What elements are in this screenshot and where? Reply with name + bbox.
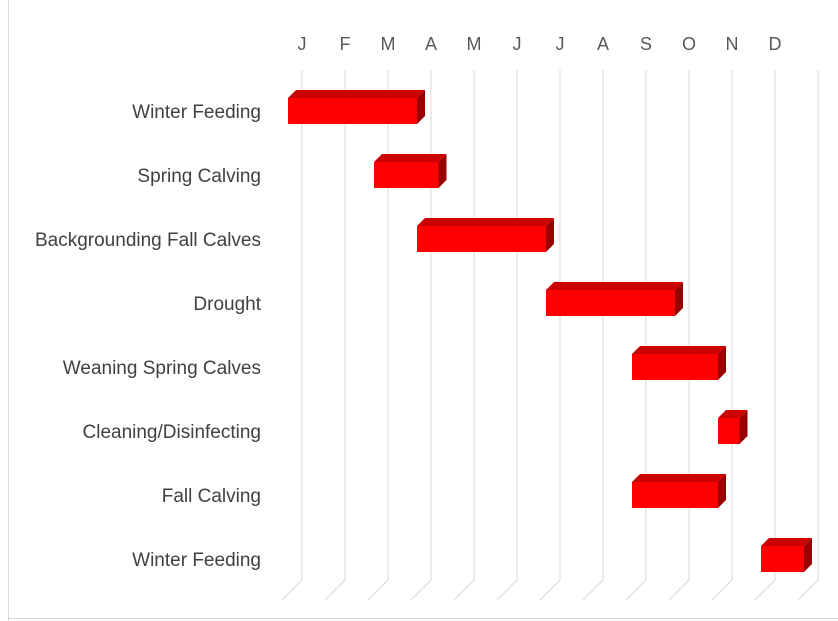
month-tick-label: J: [297, 34, 307, 54]
bar-top-face: [417, 218, 554, 226]
bar-top-face: [374, 154, 447, 162]
gridline: [669, 70, 689, 600]
gridline: [454, 70, 474, 600]
bar-top-face: [761, 538, 812, 546]
category-label: Winter Feeding: [132, 550, 261, 571]
bar-front-face: [761, 546, 804, 572]
bar-front-face: [374, 162, 439, 188]
month-tick-label: A: [596, 34, 610, 54]
bar-front-face: [417, 226, 546, 252]
bar-6: [632, 474, 726, 508]
category-axis: [35, 102, 262, 571]
gridline: [798, 70, 818, 600]
bar-1: [374, 154, 447, 188]
category-label: Weaning Spring Calves: [62, 358, 261, 379]
grid-layer: [282, 70, 818, 600]
bar-7: [761, 538, 812, 572]
category-label: Cleaning/Disinfecting: [82, 422, 261, 443]
month-tick-label: M: [466, 34, 482, 54]
category-label: Spring Calving: [137, 166, 261, 187]
category-label: Drought: [193, 294, 261, 315]
bar-top-face: [632, 474, 726, 482]
month-tick-label: N: [725, 34, 739, 54]
bar-front-face: [546, 290, 675, 316]
bar-3: [546, 282, 683, 316]
bar-2: [417, 218, 554, 252]
bar-layer: [288, 90, 812, 572]
bar-front-face: [632, 354, 718, 380]
month-tick-label: J: [512, 34, 522, 54]
gridline: [626, 70, 646, 600]
month-tick-label: M: [380, 34, 396, 54]
month-tick-label: F: [339, 34, 351, 54]
gridline: [282, 70, 302, 600]
gridline: [325, 70, 345, 600]
bar-front-face: [288, 98, 417, 124]
category-label: Backgrounding Fall Calves: [34, 230, 261, 251]
gridline: [712, 70, 732, 600]
gridline: [368, 70, 388, 600]
gridline: [583, 70, 603, 600]
month-tick-label: J: [555, 34, 565, 54]
month-tick-label: A: [424, 34, 438, 54]
gridline: [497, 70, 517, 600]
category-label: Fall Calving: [161, 486, 261, 507]
bar-4: [632, 346, 726, 380]
bar-top-face: [632, 346, 726, 354]
bar-0: [288, 90, 425, 124]
category-label: Winter Feeding: [132, 102, 261, 123]
bar-top-face: [546, 282, 683, 290]
bar-5: [718, 410, 748, 444]
gridline: [411, 70, 431, 600]
gridline: [540, 70, 560, 600]
bar-front-face: [718, 418, 740, 444]
gridline: [755, 70, 775, 600]
bar-front-face: [632, 482, 718, 508]
bar-top-face: [288, 90, 425, 98]
month-tick-label: S: [639, 34, 653, 54]
month-tick-label: O: [681, 34, 697, 54]
month-tick-label: D: [768, 34, 782, 54]
month-axis: [298, 34, 782, 54]
